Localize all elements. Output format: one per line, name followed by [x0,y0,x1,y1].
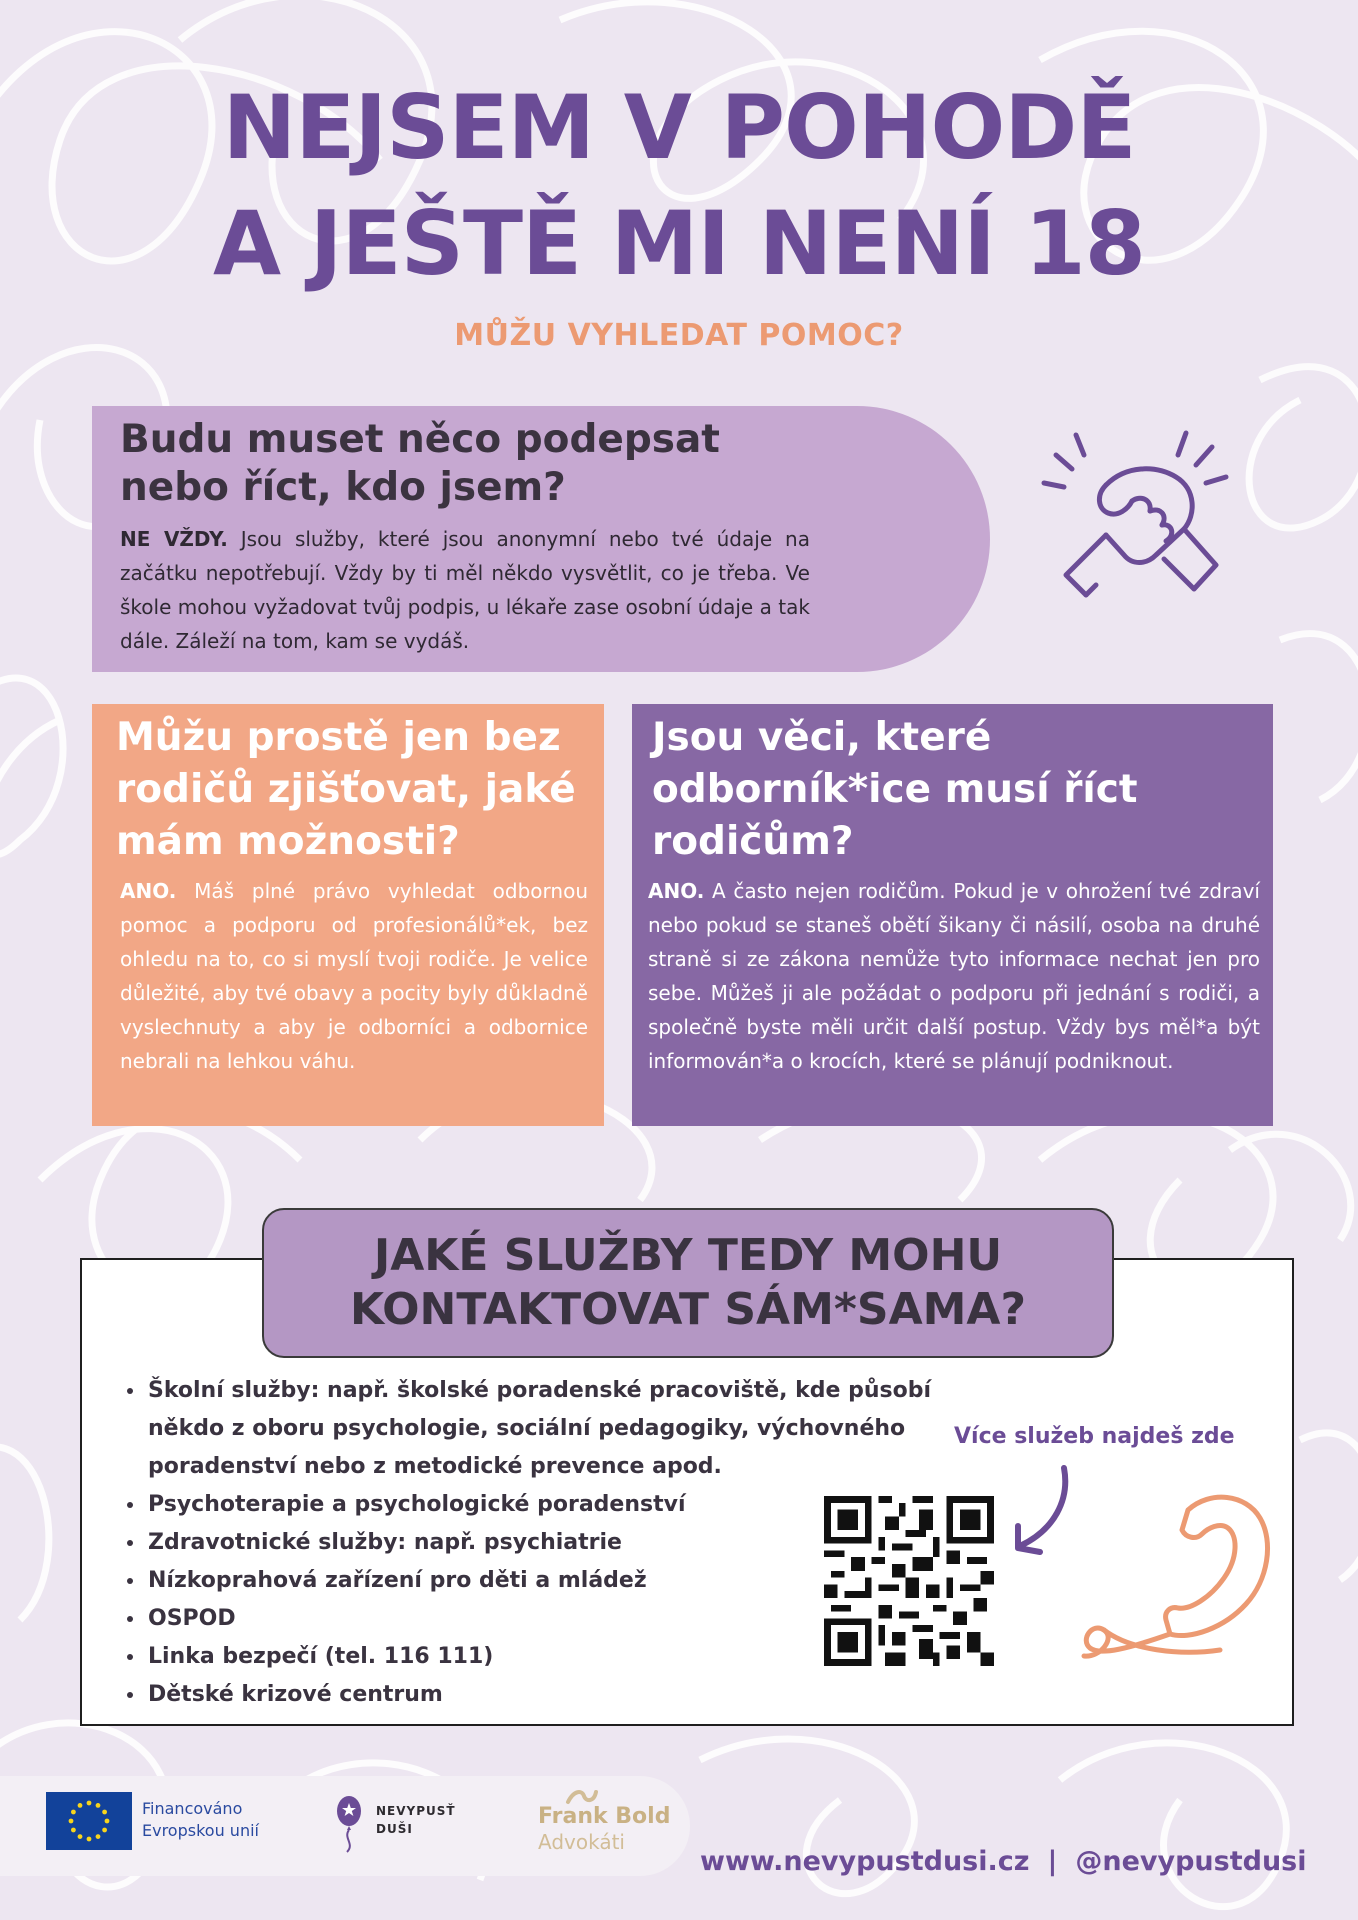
list-item: • Psychoterapie a psychologické poradenství [146,1486,1006,1524]
list-item: • Zdravotnické služby: např. psychiatrie [146,1524,1006,1562]
list-item: • Linka bezpečí (tel. 116 111) [146,1638,1006,1676]
faq-card-confidentiality-heading: Jsou věci, které odborník*ice musí říct rodičům? [652,715,1138,864]
qr-code[interactable] [824,1496,994,1666]
handshake-icon [1036,425,1236,625]
website-link[interactable]: www.nevypustdusi.cz [700,1846,1030,1877]
answer-lead: NE VŽDY. [120,527,228,551]
page-title-line-1: NEJSEM V POHODĚ [222,76,1136,179]
faq-card-identity-heading: Budu muset něco podepsat nebo říct, kdo jsem? [120,417,720,510]
faq-card-without-parents-text: ANO. Máš plné právo vyhledat odbornou pomoc a podporu od profesionálů*ek, bez ohledu na to, co si myslí tvoji rodiče. Je velice důležité, aby tvé obavy a pocity byly důkladně vyslechnuty a aby je odborníci a odbornice nebrali na lehkou váhu. [120,879,588,1073]
page-title-line-2: A JEŠTĚ MI NENÍ 18 [213,192,1145,295]
frank-bold-logo-name: Frank Bold [538,1804,671,1829]
page-subtitle: MŮŽU VYHLEDAT POMOC? [454,318,904,353]
frank-bold-logo-sub: Advokáti [538,1830,625,1854]
faq-card-without-parents-heading: Můžu prostě jen bez rodičů zjišťovat, jaké mám možnosti? [116,715,576,864]
list-item: • Školní služby: např. školské poradenské pracoviště, kde působí někdo z oboru psychologie, sociální pedagogiky, výchovného poradenství nebo z metodické prevence apod. [146,1372,1006,1486]
list-item: • Nízkoprahová zařízení pro děti a mládež [146,1562,1006,1600]
eu-funding-text: Financováno Evropskou unií [142,1799,259,1840]
list-item: • Dětské krizové centrum [146,1676,1006,1714]
social-handle-link[interactable]: @nevypustdusi [1075,1846,1307,1877]
services-heading: JAKÉ SLUŽBY TEDY MOHU KONTAKTOVAT SÁM*SAMA? [349,1230,1026,1335]
eu-flag-icon [46,1792,132,1850]
phone-icon [1070,1480,1280,1680]
footer-contacts [700,1846,1307,1877]
nevypust-dusi-logo-text: NEVYPUSŤ DUŠI [376,1804,456,1836]
footer-separator: | [1047,1846,1058,1877]
services-heading-box [262,1208,1114,1358]
list-item: • OSPOD [146,1600,1006,1638]
answer-lead: ANO. [120,879,177,903]
balloon-logo-icon [334,1794,364,1854]
more-services-label: Více služeb najdeš zde [954,1424,1235,1449]
faq-card-confidentiality-text: ANO. A často nejen rodičům. Pokud je v ohrožení tvé zdraví nebo pokud se staneš obětí šikany či násilí, osoba na druhé straně si ze zákona nemůže tyto informace nechat jen pro sebe. Můžeš ji ale požádat o podporu při jednání s rodiči, a společně byste měli určit další postup. Vždy bys měl*a být informován*a o krocích, které se plánují podniknout. [648,879,1260,1073]
answer-lead: ANO. [648,879,705,903]
faq-card-identity-text: NE VŽDY. Jsou služby, které jsou anonymní nebo tvé údaje na začátku nepotřebují. Vždy by ti měl někdo vysvětlit, co je třeba. Ve škole mohou vyžadovat tvůj podpis, u lékaře zase osobní údaje a tak dále. Záleží na tom, kam se vydáš. [120,527,810,653]
